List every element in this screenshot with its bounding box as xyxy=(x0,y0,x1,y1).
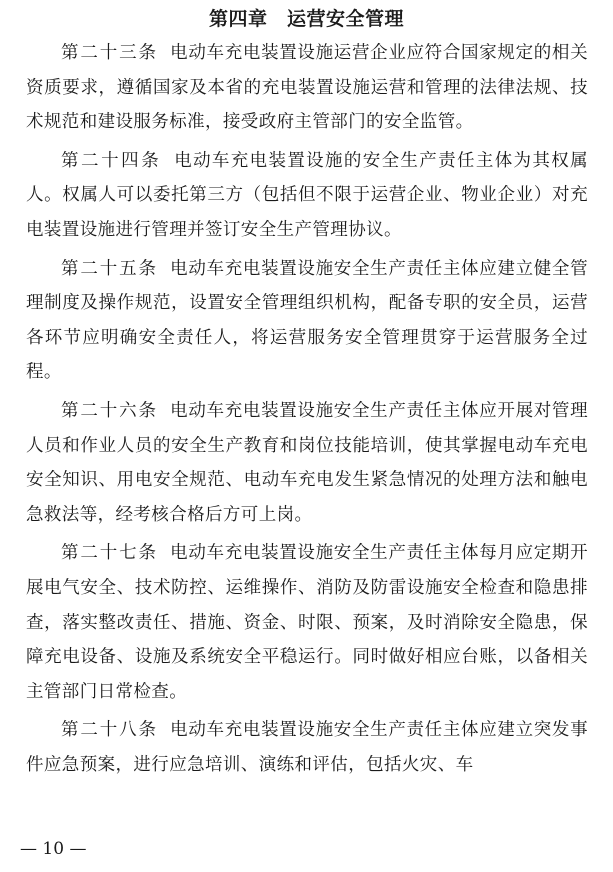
article-28 xyxy=(26,713,588,782)
article-number: 第二十六条 xyxy=(61,400,158,421)
article-25 xyxy=(26,252,588,390)
article-text: 电动车充电装置设施安全生产责任主体应开展对管理人员和作业人员的安全生产教育和岗位技能培训，使其掌握电动车充电安全知识、用电安全规范、电动车充电发生紧急情况的处理方法和触电急救法等，经考核合格后方可上岗。 xyxy=(26,400,589,525)
document-body xyxy=(26,36,588,786)
article-text: 电动车充电装置设施安全生产责任主体每月应定期开展电气安全、技术防控、运维操作、消防及防雷设施安全检查和隐患排查，落实整改责任、措施、资金、时限、预案，及时消除安全隐患，保障充电设备、设施及系统安全平稳运行。同时做好相应台账，以备相关主管部门日常检查。 xyxy=(26,543,589,702)
article-text: 电动车充电装置设施运营企业应符合国家规定的相关资质要求，遵循国家及本省的充电装置设施运营和管理的法律法规、技术规范和建设服务标准，接受政府主管部门的安全监管。 xyxy=(26,43,589,133)
article-number: 第二十八条 xyxy=(61,720,158,741)
article-text: 电动车充电装置设施的安全生产责任主体为其权属人。权属人可以委托第三方（包括但不限于运营企业、物业企业）对充电装置设施进行管理并签订安全生产管理协议。 xyxy=(26,150,588,240)
article-text: 电动车充电装置设施安全生产责任主体应建立突发事件应急预案，进行应急培训、演练和评估，包括火灾、车 xyxy=(26,720,589,775)
article-27 xyxy=(26,536,588,709)
article-number: 第二十五条 xyxy=(61,258,158,279)
article-number: 第二十四条 xyxy=(61,150,162,171)
article-text: 电动车充电装置设施安全生产责任主体应建立健全管理制度及操作规范，设置安全管理组织机构，配备专职的安全员，运营各环节应明确安全责任人，将运营服务安全管理贯穿于运营服务全过程。 xyxy=(26,258,589,383)
article-24 xyxy=(26,144,588,248)
article-26 xyxy=(26,394,588,532)
article-23 xyxy=(26,36,588,140)
chapter-title: 第四章 运营安全管理 xyxy=(208,8,404,30)
article-number: 第二十三条 xyxy=(61,43,158,63)
article-number: 第二十七条 xyxy=(61,543,158,564)
page-number: — 10 — xyxy=(20,839,87,859)
